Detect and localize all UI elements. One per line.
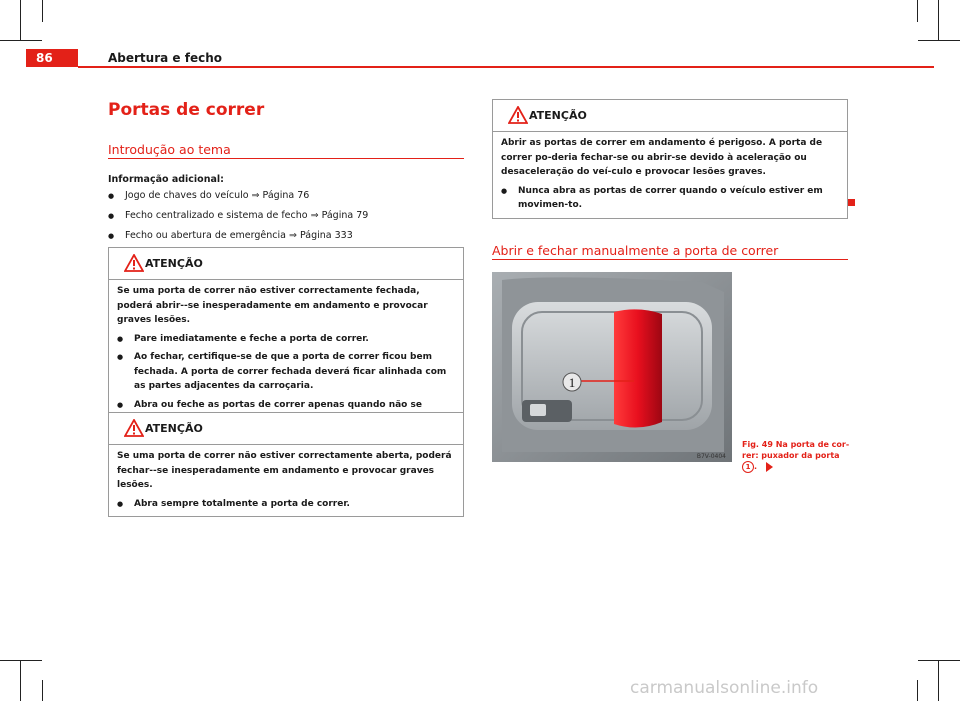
- warning-text: Se uma porta de correr não estiver correctamente fechada, poderá abrir--se inesperadamente em andamento e provocar graves lesões.: [117, 286, 428, 325]
- warning-title: ATENÇÃO: [529, 109, 587, 122]
- warning-box: [108, 247, 464, 433]
- door-handle-figure: [492, 272, 732, 462]
- warning-triangle-icon: [124, 254, 144, 272]
- crop-mark: [0, 40, 42, 41]
- crop-mark: [918, 40, 960, 41]
- warning-title: ATENÇÃO: [145, 422, 203, 435]
- warning-box: [108, 412, 464, 517]
- warning-header: [493, 100, 847, 132]
- running-title: Abertura e fecho: [108, 51, 222, 65]
- header-rule: [78, 66, 934, 68]
- crop-mark: [918, 660, 960, 661]
- warning-body: [493, 132, 847, 218]
- section-title-manual: Abrir e fechar manualmente a porta de correr: [492, 243, 779, 258]
- warning-bullet: ● Pare imediatamente e feche a porta de correr.: [117, 332, 455, 347]
- crop-mark: [20, 660, 21, 701]
- page-number: 86: [36, 51, 53, 65]
- subsection-rule: [108, 158, 464, 159]
- warning-bullet: ● Abra ou feche as portas de correr apenas quando não se: [117, 398, 455, 427]
- window-switch-button: [530, 404, 546, 416]
- crop-mark: [42, 0, 43, 22]
- subsection-title: Introdução ao tema: [108, 142, 231, 157]
- figure-label: Fig. 49: [742, 440, 773, 449]
- figure-code: B7V-0404: [696, 453, 726, 460]
- info-item: ● Jogo de chaves do veículo ⇒ Página 76: [108, 190, 368, 210]
- door-handle: [614, 309, 662, 427]
- section-rule: [492, 259, 848, 260]
- warning-bullet: ● Abra sempre totalmente a porta de correr.: [117, 497, 455, 512]
- crop-mark: [938, 0, 939, 40]
- crop-mark: [42, 680, 43, 701]
- warning-triangle-icon: [124, 419, 144, 437]
- continue-arrow-icon: [766, 462, 773, 472]
- figure-caption-text: Na porta de cor-rer: puxador da porta: [742, 440, 850, 460]
- warning-body: [109, 445, 463, 516]
- warning-text: Se uma porta de correr não estiver correctamente aberta, poderá fechar--se inesperadamente em andamento e provocar graves lesões.: [117, 451, 452, 490]
- warning-body: [109, 280, 463, 432]
- crop-mark: [20, 0, 21, 40]
- warning-bullet: ● Nunca abra as portas de correr quando o veículo estiver em movimen-to.: [501, 184, 839, 213]
- warning-title: ATENÇÃO: [145, 257, 203, 270]
- info-heading: Informação adicional:: [108, 174, 224, 185]
- window-switch: [522, 400, 572, 422]
- warning-header: [109, 248, 463, 280]
- warning-text: Abrir as portas de correr em andamento é perigoso. A porta de correr po-deria fechar-se ou abrir-se devido à aceleração ou desaceleração do veí-culo e provocar lesões graves.: [501, 138, 823, 177]
- warning-box: [492, 99, 848, 219]
- warning-header: [109, 413, 463, 445]
- crop-mark: [0, 660, 42, 661]
- figure-caption: Fig. 49 Na porta de cor-rer: puxador da porta 1 .: [742, 440, 850, 471]
- watermark: carmanualsonline.info: [630, 678, 819, 698]
- callout-number: 1: [568, 375, 576, 390]
- warning-bullet: ● Ao fechar, certifique-se de que a porta de correr ficou bem fechada. A porta de correr fechada deverá ficar alinhada com as partes adjacentes da carroçaria.: [117, 350, 455, 394]
- info-item: ● Fecho ou abertura de emergência ⇒ Página 333: [108, 230, 368, 250]
- info-item: ● Fecho centralizado e sistema de fecho ⇒ Página 79: [108, 210, 368, 230]
- crop-mark: [917, 680, 918, 701]
- section-end-marker: [848, 199, 855, 206]
- section-title: Portas de correr: [108, 100, 265, 120]
- crop-mark: [938, 660, 939, 701]
- crop-mark: [917, 0, 918, 22]
- info-list: [108, 190, 368, 250]
- warning-triangle-icon: [508, 106, 528, 124]
- caption-callout: 1: [742, 461, 754, 473]
